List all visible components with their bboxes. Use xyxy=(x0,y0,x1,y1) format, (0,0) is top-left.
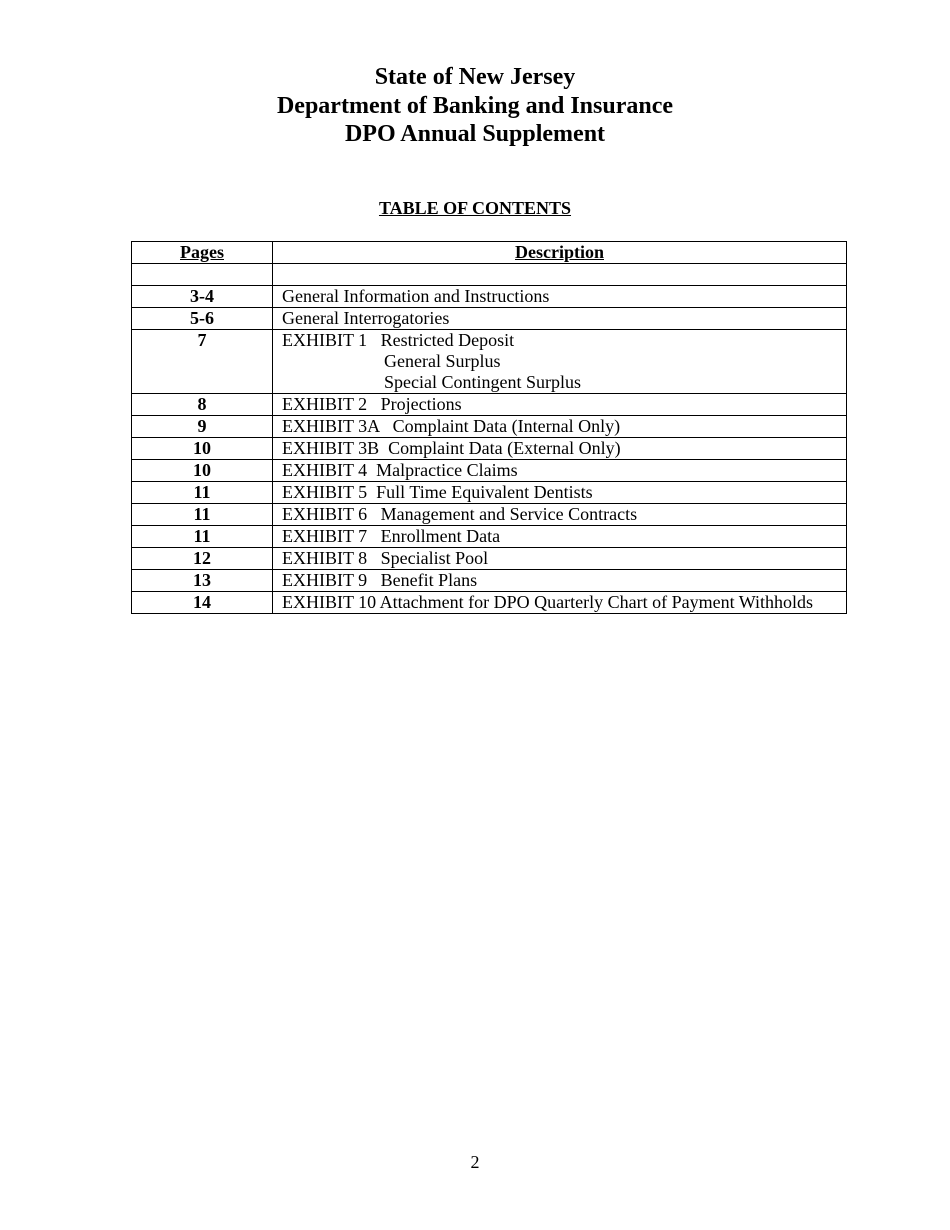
description-subitem: General Surplus xyxy=(384,351,501,371)
description-text: EXHIBIT 10 Attachment for DPO Quarterly Chart of Payment Withholds xyxy=(282,592,814,612)
row-description xyxy=(273,570,847,592)
table-row xyxy=(132,308,847,330)
row-description xyxy=(273,330,847,394)
row-description xyxy=(273,482,847,504)
row-pages xyxy=(132,264,273,286)
table-row xyxy=(132,264,847,286)
row-pages: 10 xyxy=(132,460,273,482)
column-header-description: Description xyxy=(273,242,847,264)
table-header-row xyxy=(132,242,847,264)
table-row xyxy=(132,592,847,614)
table-row xyxy=(132,460,847,482)
description-text: EXHIBIT 8 Specialist Pool xyxy=(282,548,489,568)
row-pages: 13 xyxy=(132,570,273,592)
row-pages: 8 xyxy=(132,394,273,416)
title-line-department: Department of Banking and Insurance xyxy=(276,92,674,119)
row-pages: 11 xyxy=(132,482,273,504)
row-description xyxy=(273,416,847,438)
row-description xyxy=(273,460,847,482)
description-text: General Interrogatories xyxy=(282,308,450,328)
row-description xyxy=(273,308,847,330)
toc-table xyxy=(131,241,847,614)
description-text: General Information and Instructions xyxy=(282,286,550,306)
description-text: EXHIBIT 1 Restricted Deposit xyxy=(282,330,515,350)
document-title xyxy=(0,63,950,149)
table-row xyxy=(132,570,847,592)
table-row xyxy=(132,482,847,504)
description-text: EXHIBIT 6 Management and Service Contracts xyxy=(282,504,638,524)
description-text: EXHIBIT 3A Complaint Data (Internal Only) xyxy=(282,416,621,436)
row-description xyxy=(273,264,847,286)
row-description xyxy=(273,438,847,460)
title-line-supplement: DPO Annual Supplement xyxy=(344,121,606,147)
row-description xyxy=(273,592,847,614)
table-row xyxy=(132,286,847,308)
table-row xyxy=(132,416,847,438)
description-text: EXHIBIT 7 Enrollment Data xyxy=(282,526,501,546)
title-line-state: State of New Jersey xyxy=(374,64,576,90)
page-number: 2 xyxy=(470,1152,480,1172)
row-description xyxy=(273,286,847,308)
table-row xyxy=(132,330,847,394)
table-row xyxy=(132,526,847,548)
row-pages: 7 xyxy=(132,330,273,394)
row-pages: 5-6 xyxy=(132,308,273,330)
toc-heading: TABLE OF CONTENTS xyxy=(378,198,572,218)
column-header-pages: Pages xyxy=(132,242,273,264)
row-description xyxy=(273,504,847,526)
row-pages: 9 xyxy=(132,416,273,438)
row-description xyxy=(273,548,847,570)
table-row xyxy=(132,504,847,526)
description-text: EXHIBIT 3B Complaint Data (External Only) xyxy=(282,438,621,458)
description-text: EXHIBIT 5 Full Time Equivalent Dentists xyxy=(282,482,593,502)
row-pages: 14 xyxy=(132,592,273,614)
row-pages: 11 xyxy=(132,526,273,548)
row-pages: 3-4 xyxy=(132,286,273,308)
description-subitem: Special Contingent Surplus xyxy=(384,372,581,392)
table-row xyxy=(132,548,847,570)
row-description xyxy=(273,526,847,548)
row-pages: 10 xyxy=(132,438,273,460)
table-row xyxy=(132,438,847,460)
row-pages: 12 xyxy=(132,548,273,570)
row-pages: 11 xyxy=(132,504,273,526)
table-row xyxy=(132,394,847,416)
description-text: EXHIBIT 4 Malpractice Claims xyxy=(282,460,518,480)
description-text: EXHIBIT 9 Benefit Plans xyxy=(282,570,478,590)
description-text: EXHIBIT 2 Projections xyxy=(282,394,462,414)
row-description xyxy=(273,394,847,416)
